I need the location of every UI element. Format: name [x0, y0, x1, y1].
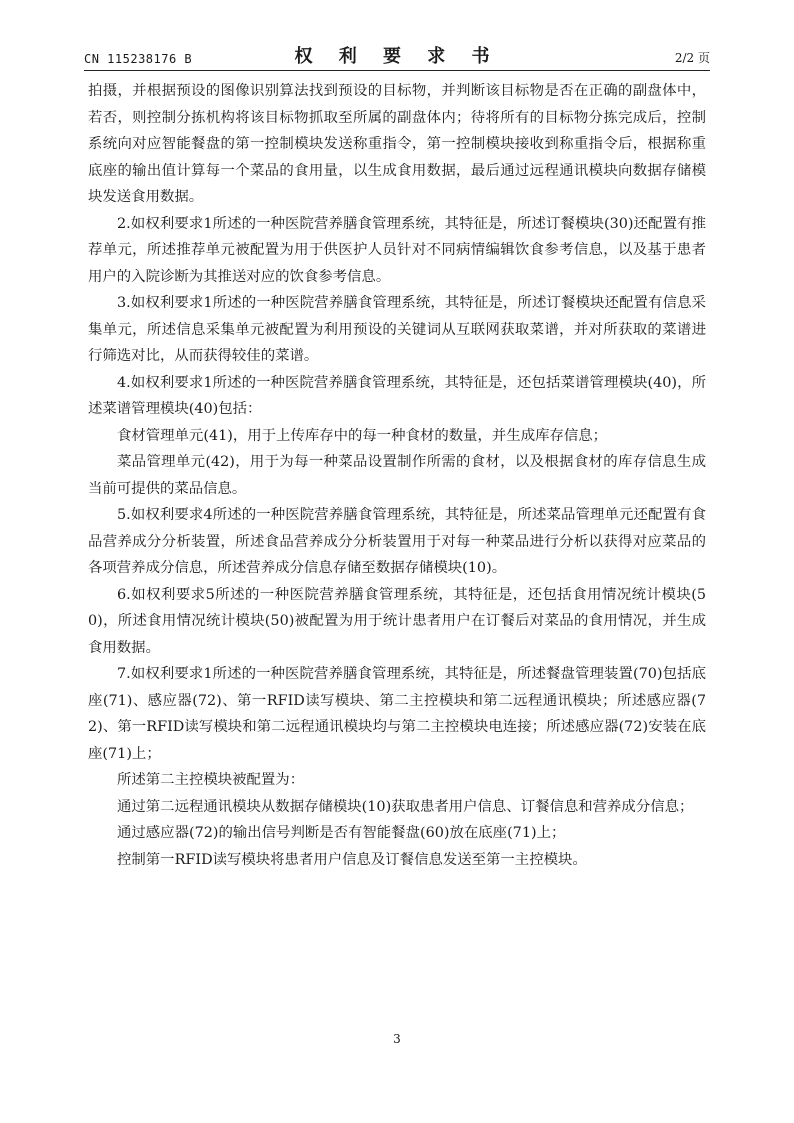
- claim-paragraph: 所述第二主控模块被配置为：: [117, 772, 305, 788]
- page-header: [84, 36, 710, 71]
- claim-paragraph: 2.如权利要求1所述的一种医院营养膳食管理系统，其特征是，所述订餐模块(30)还配置有推荐单元，所述推荐单元被配置为用于供医护人员针对不同病情编辑饮食参考信息，以及基于患者用户的入院诊断为其推送对应的饮食参考信息。: [88, 215, 706, 285]
- page-number: 3: [393, 1032, 401, 1046]
- claim-paragraph: 7.如权利要求1所述的一种医院营养膳食管理系统，其特征是，所述餐盘管理装置(70)包括底座(71)、感应器(72)、第一RFID读写模块、第二主控模块和第二远程通讯模块；所述感应器(72)、第一RFID读写模块和第二远程通讯模块均与第二主控模块电连接；所述感应器(72)安装在底座(71)上；: [88, 666, 706, 762]
- claim-paragraph: 菜品管理单元(42)，用于为每一种菜品设置制作所需的食材，以及根据食材的库存信息生成当前可提供的菜品信息。: [88, 454, 706, 497]
- claim-paragraph: 4.如权利要求1所述的一种医院营养膳食管理系统，其特征是，还包括菜谱管理模块(40)，所述菜谱管理模块(40)包括：: [88, 374, 706, 417]
- claim-paragraph: 通过感应器(72)的输出信号判断是否有智能餐盘(60)放在底座(71)上；: [117, 825, 566, 841]
- document-title: 权 利 要 求 书: [294, 46, 500, 67]
- page-info: 2/2 页: [674, 51, 710, 65]
- claim-paragraph: 通过第二远程通讯模块从数据存储模块(10)获取患者用户信息、订餐信息和营养成分信息；: [117, 798, 694, 815]
- claim-paragraph: 控制第一RFID读写模块将患者用户信息及订餐信息发送至第一主控模块。: [117, 851, 587, 868]
- publication-number: CN 115238176 B: [84, 52, 193, 66]
- claim-paragraph: 5.如权利要求4所述的一种医院营养膳食管理系统，其特征是，所述菜品管理单元还配置有食品营养成分分析装置，所述食品营养成分分析装置用于对每一种菜品进行分析以获得对应菜品的各项营养成分信息，所述营养成分信息存储至数据存储模块(10)。: [88, 507, 706, 576]
- claims-body: [88, 78, 706, 873]
- claim-paragraph: 6.如权利要求5所述的一种医院营养膳食管理系统，其特征是，还包括食用情况统计模块(50)，所述食用情况统计模块(50)被配置为用于统计患者用户在订餐后对菜品的食用情况，并生成食用数据。: [88, 586, 706, 656]
- claim-paragraph: 拍摄，并根据预设的图像识别算法找到预设的目标物，并判断该目标物是否在正确的副盘体中，若否，则控制分拣机构将该目标物抓取至所属的副盘体内；待将所有的目标物分拣完成后，控制系统向对应智能餐盘的第一控制模块发送称重指令，第一控制模块接收到称重指令后，根据称重底座的输出值计算每一个菜品的食用量，以生成食用数据，最后通过远程通讯模块向数据存储模块发送食用数据。: [88, 83, 706, 205]
- claim-paragraph: 3.如权利要求1所述的一种医院营养膳食管理系统，其特征是，所述订餐模块还配置有信息采集单元，所述信息采集单元被配置为利用预设的关键词从互联网获取菜谱，并对所获取的菜谱进行筛选对比，从而获得较佳的菜谱。: [88, 295, 706, 364]
- claim-paragraph: 食材管理单元(41)，用于上传库存中的每一种食材的数量，并生成库存信息；: [117, 427, 608, 444]
